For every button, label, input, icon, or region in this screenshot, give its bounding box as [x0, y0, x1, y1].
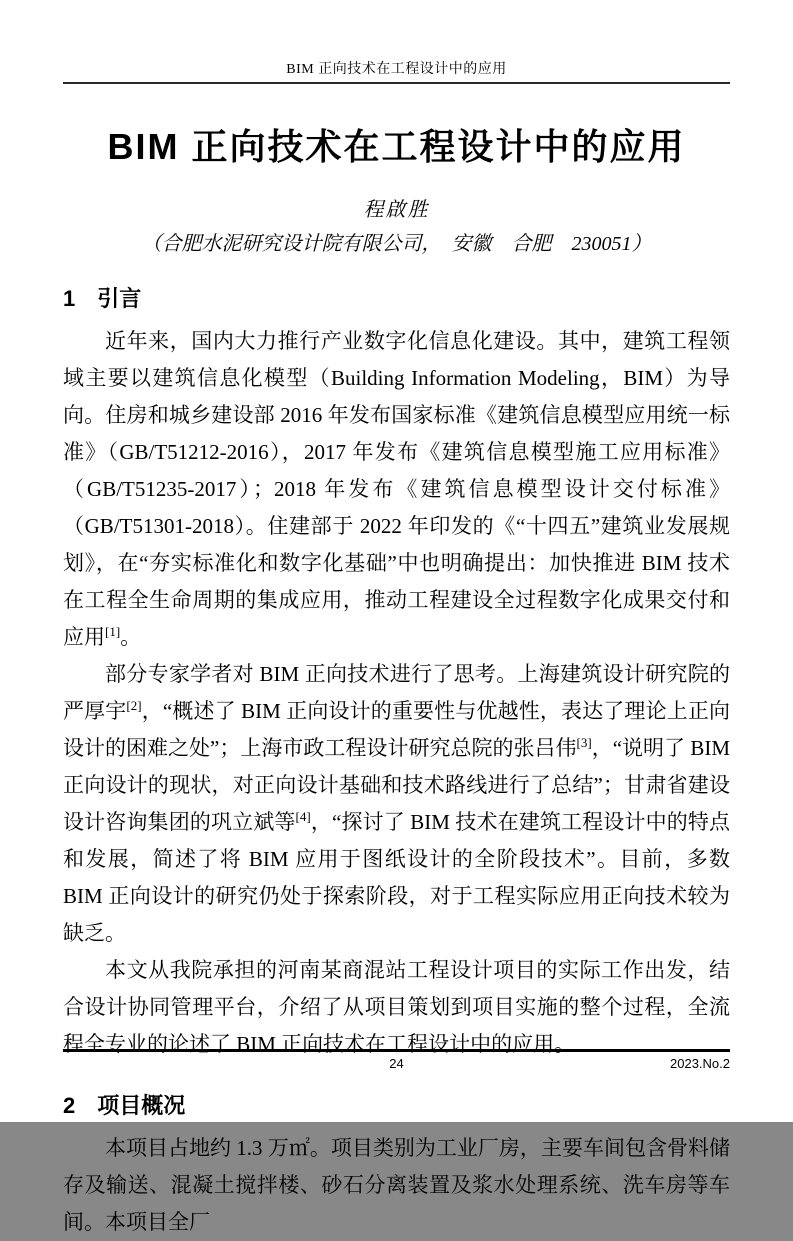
journal-issue: 2023.No.2 — [670, 1056, 730, 1071]
author-affiliation: （合肥水泥研究设计院有限公司， 安徽 合肥 230051） — [141, 232, 652, 255]
running-head: BIM 正向技术在工程设计中的应用 — [63, 0, 730, 84]
citation-ref-2: [2] — [126, 697, 142, 713]
paragraph — [63, 323, 730, 656]
paragraph — [63, 656, 730, 952]
paragraph-text: ，“概述了 BIM 正向设计的重要性与优越性，表达了理论上正向设计的困难之处”；上海市政工程设计研究总院的张吕伟 — [63, 698, 730, 760]
section-label: 项目概况 — [97, 1092, 186, 1118]
paragraph-text: ，“探讨了 BIM 技术在建筑工程设计中的特点和发展，简述了将 BIM 应用于图纸设计的全阶段技术”。目前，多数 BIM 正向设计的研究仍处于探索阶段，对于工程实际应用正向技术较为缺乏。 — [63, 809, 731, 945]
citation-ref-1: [1] — [105, 623, 121, 639]
section-number: 2 — [63, 1092, 76, 1118]
section-label: 引言 — [97, 285, 142, 311]
section-number: 1 — [63, 285, 76, 311]
paragraph-text: 本项目占地约 1.3 万㎡。项目类别为工业厂房，主要车间包含骨料储存及输送、混凝土搅拌楼、砂石分离装置及浆水处理系统、洗车房等车间。本项目全厂 — [63, 1135, 730, 1234]
paragraph-text: 部分专家学者对 BIM 正向技术进行了思考。上海建筑设计研究院的严厚宇 — [63, 661, 730, 723]
citation-ref-4: [4] — [295, 808, 311, 824]
article-title: BIM 正向技术在工程设计中的应用 — [107, 126, 686, 167]
paragraph-text: ，“说明了 BIM 正向设计的现状，对正向设计基础和技术路线进行了总结”；甘肃省建设设计咨询集团的巩立斌等 — [63, 735, 730, 834]
paragraph-text: 近年来，国内大力推行产业数字化信息化建设。其中，建筑工程领域主要以建筑信息化模型（Building Information Modeling，BIM）为导向。住房和城乡建设部 2016 年发布国家标准《建筑信息模型应用统一标准》（GB/T51212-2016），2017 年发布《建筑信息模型施工应用标准》（GB/T51235-2017）；2018 年发布《建筑信息模型设计交付标准》（GB/T51301-2018）。住建部于 2022 年印发的《“十四五”建筑业发展规划》，在“夯实标准化和数字化基础”中也明确提出：加快推进 BIM 技术在工程全生命周期的集成应用，推动工程建设全过程数字化成果交付和应用 — [63, 328, 730, 649]
paragraph-text: 本文从我院承担的河南某商混站工程设计项目的实际工作出发，结合设计协同管理平台，介绍了从项目策划到项目实施的整个过程，全流程全专业的论述了 BIM 正向技术在工程设计中的应用。 — [63, 957, 730, 1056]
section-heading-project-overview — [63, 1089, 730, 1120]
page-footer — [63, 1049, 730, 1071]
paragraph-text: 。 — [120, 624, 142, 649]
paragraph — [63, 952, 730, 1063]
section-heading-introduction — [63, 282, 730, 313]
author-name: 程啟胜 — [363, 198, 430, 221]
page-number: 24 — [389, 1056, 404, 1071]
citation-ref-3: [3] — [576, 734, 592, 750]
paragraph — [63, 1130, 730, 1241]
